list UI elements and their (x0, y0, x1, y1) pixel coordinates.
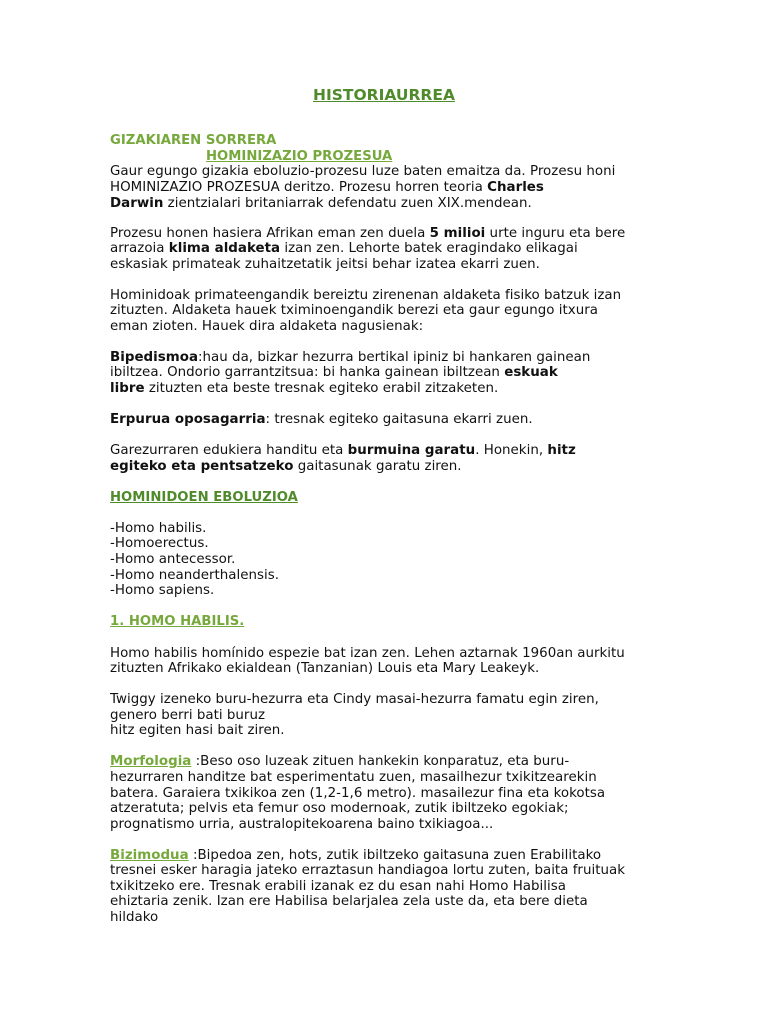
bold-text-run: Erpurua oposagarria (110, 412, 266, 427)
section-heading-hominidoen-eboluzioa: HOMINIDOEN EBOLUZIOA (110, 490, 298, 505)
bold-text-run: egiteko eta pentsatzeko (110, 459, 294, 474)
text-run: zientzialari britaniarrak defendatu zuen XIX.mendean. (163, 196, 532, 211)
bold-text-run: Bipedismoa (110, 350, 198, 365)
paragraph-line: atzeratuta; pelvis eta femur oso modernoak, zutik ibiltzeko egokiak; (110, 801, 569, 816)
paragraph-line: prognatismo urria, australopitekoarena baino txikiagoa... (110, 817, 494, 832)
text-run: arrazoia (110, 241, 169, 256)
text-run: gaitasunak garatu ziren. (293, 459, 462, 474)
paragraph-line: batera. Garaiera txikikoa zen (1,2-1,6 metro). masailezur fina eta kokotsa (110, 786, 606, 801)
paragraph-line: hezurraren handitze bat esperimentatu zuen, masailhezur txikitzearekin (110, 770, 597, 785)
paragraph-line: Hominidoak primateengandik bereiztu zirenenan aldaketa fisiko batzuk izan (110, 288, 622, 303)
paragraph-line (110, 848, 601, 864)
text-run: urte inguru eta bere (485, 226, 626, 241)
paragraph-line (110, 196, 532, 212)
paragraph-line (110, 350, 590, 366)
text-run: zituzten eta beste tresnak egiteko erabil zitzaketen. (144, 381, 499, 396)
paragraph-line (110, 226, 625, 242)
paragraph-line (110, 459, 462, 475)
text-run: Garezurraren edukiera handitu eta (110, 443, 348, 458)
paragraph-line: genero berri bati buruz (110, 708, 266, 723)
bold-text-run: eskuak (504, 365, 558, 380)
text-run: . Honekin, (475, 443, 548, 458)
text-run: izan zen. Lehorte batek eragindako elikagai (280, 241, 578, 256)
paragraph-line: ehiztaria zenik. Izan ere Habilisa belarjalea zela uste da, eta bere dieta (110, 894, 588, 909)
paragraph-line: tresnei esker haragia jateko erraztasun handiagoa lortu zuten, baita fruituak (110, 863, 625, 878)
text-run: HOMINIZAZIO PROZESUA deritzo. Prozesu horren teoria (110, 180, 488, 195)
paragraph-line (110, 180, 544, 196)
text-run: ibiltzea. Ondorio garrantzitsua: bi hanka gainean ibiltzean (110, 365, 505, 380)
text-run: Prozesu honen hasiera Afrikan eman zen duela (110, 226, 430, 241)
paragraph-line: zituzten. Aldaketa hauek tximinoengandik berezi eta gaur egungo itxura (110, 303, 598, 318)
morfologia-label: Morfologia (110, 754, 192, 769)
section-heading-gizakiaren-sorrera: GIZAKIAREN SORRERA (110, 133, 277, 148)
bold-text-run: klima aldaketa (168, 241, 281, 256)
paragraph-line (110, 443, 576, 459)
paragraph-line (110, 381, 498, 397)
subheading-hominizazio-prozesua: HOMINIZAZIO PROZESUA (206, 149, 393, 164)
list-item: -Homo habilis. (110, 521, 207, 536)
paragraph-line (110, 365, 558, 381)
page-title: HISTORIAURREA (313, 86, 455, 104)
paragraph-line: Twiggy izeneko buru-hezurra eta Cindy masai-hezurra famatu egin ziren, (110, 692, 599, 707)
text-run: :hau da, bizkar hezurra bertikal ipiniz bi hankaren gainean (198, 350, 591, 365)
bold-text-run: Darwin (110, 196, 164, 211)
paragraph-line: eskasiak primateak zuhaitzetatik jeitsi behar izatea ekarri zuen. (110, 257, 540, 272)
bold-text-run: 5 milioi (429, 226, 486, 241)
bold-text-run: libre (110, 381, 145, 396)
bold-text-run: burmuina garatu (347, 443, 476, 458)
list-item: -Homoerectus. (110, 536, 209, 551)
paragraph-line: zituzten Afrikako ekialdean (Tanzanian) Louis eta Mary Leakeyk. (110, 661, 540, 676)
paragraph-line: hitz egiten hasi bait ziren. (110, 723, 285, 738)
paragraph-line: hildako (110, 910, 159, 925)
list-item: -Homo sapiens. (110, 583, 215, 598)
bizimodua-label: Bizimodua (110, 848, 189, 863)
bold-text-run: hitz (547, 443, 576, 458)
text-run: :Beso oso luzeak zituen hankekin konparatuz, eta buru- (191, 754, 570, 769)
paragraph-line (110, 754, 569, 770)
paragraph-line: Homo habilis homínido espezie bat izan zen. Lehen aztarnak 1960an aurkitu (110, 646, 625, 661)
paragraph-line: Gaur egungo gizakia eboluzio-prozesu luze baten emaitza da. Prozesu honi (110, 164, 616, 179)
text-run: :Bipedoa zen, hots, zutik ibiltzeko gaitasuna zuen Erabilitako (188, 848, 602, 863)
paragraph-line (110, 241, 578, 257)
paragraph-line (110, 412, 533, 428)
list-item: -Homo neanderthalensis. (110, 568, 280, 583)
bold-text-run: Charles (487, 180, 544, 195)
section-heading-homo-habilis: 1. HOMO HABILIS. (110, 614, 245, 629)
list-item: -Homo antecessor. (110, 552, 236, 567)
paragraph-line: eman zioten. Hauek dira aldaketa nagusienak: (110, 319, 424, 334)
paragraph-line: txikitzeko ere. Tresnak erabili izanak ez du esan nahi Homo Habilisa (110, 879, 566, 894)
text-run: : tresnak egiteko gaitasuna ekarri zuen. (265, 412, 533, 427)
